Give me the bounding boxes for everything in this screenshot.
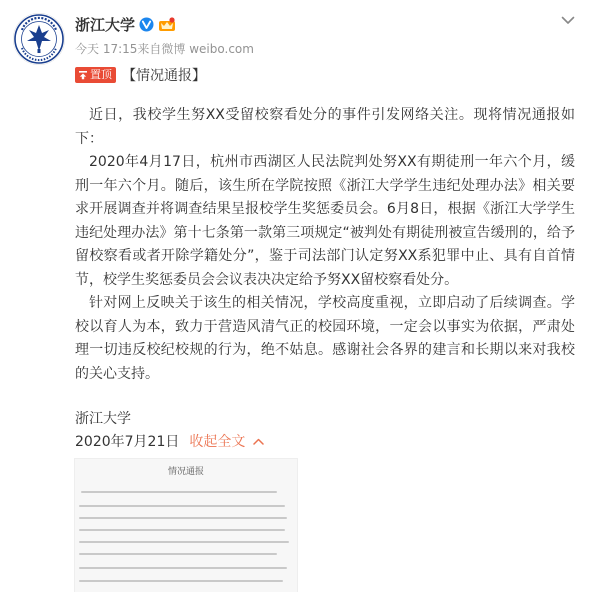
- collapse-fulltext-link[interactable]: [189, 431, 264, 451]
- attachment-title: 情况通报: [167, 467, 204, 477]
- post-title-line: [75, 65, 206, 85]
- pinned-label: 置顶: [90, 68, 112, 81]
- post-paragraph: 2020年4月17日，杭州市西湖区人民法院判处努XX有期徒刑一年六个月，缓刑一年六个月。随后，该生所在学院按照《浙江大学学生违纪处理办法》相关要求开展调查并将调查结果呈报校学生奖惩委员会。6月8日，根据《浙江大学学生违纪处理办法》第十七条第一款第三项规定“被判处有期徒刑被宣告缓刑的，给予留校察看或者开除学籍处分”，鉴于司法部门认定努XX系犯罪中止、具有自首情节，校学生奖惩委员会会议表决决定给予努XX留校察看处分。: [75, 154, 575, 288]
- doc-text-line: [79, 567, 287, 569]
- doc-text-line: [79, 541, 289, 543]
- doc-text-line: [79, 580, 283, 582]
- verified-v-icon: [139, 17, 154, 32]
- attachment-image[interactable]: [74, 458, 298, 592]
- pinned-badge: [75, 67, 116, 83]
- post-paragraph: 近日，我校学生努XX受留校察看处分的事件引发网络关注。现将情况通报如下：: [75, 107, 575, 147]
- doc-text-line: [79, 505, 285, 507]
- vip-crown-icon[interactable]: [158, 17, 176, 32]
- doc-text-line: [79, 529, 285, 531]
- account-name[interactable]: 浙江大学: [75, 16, 136, 34]
- doc-text-line: [81, 491, 277, 493]
- post-time[interactable]: 今天 17:15: [75, 42, 138, 56]
- post-paragraph: 针对网上反映关于该生的相关情况，学校高度重视，立即启动了后续调查。学校以育人为本，致力于营造风清气正的校园环境，一定会以事实为依据，严肃处理一切违反校纪校规的行为，绝不姑息。感谢社会各界的建言和长期以来对我校的关心支持。: [75, 295, 575, 382]
- post-signer: 浙江大学: [75, 411, 131, 427]
- university-logo-icon: [13, 13, 65, 65]
- post-body: [75, 104, 575, 386]
- post-menu-chevron-icon[interactable]: [557, 10, 579, 30]
- post-date-row: [75, 431, 264, 451]
- doc-text-line: [79, 553, 277, 555]
- pin-icon: [78, 70, 88, 80]
- avatar[interactable]: [13, 13, 65, 65]
- doc-text-line: [79, 517, 287, 519]
- post-date: 2020年7月21日: [75, 434, 180, 450]
- post-title-tag: 【情况通报】: [122, 68, 206, 84]
- chevron-up-icon: [253, 438, 264, 445]
- post-source: 来自微博 weibo.com: [137, 42, 254, 56]
- account-header: [75, 14, 176, 35]
- collapse-label: 收起全文: [189, 434, 246, 450]
- post-meta: [75, 40, 254, 57]
